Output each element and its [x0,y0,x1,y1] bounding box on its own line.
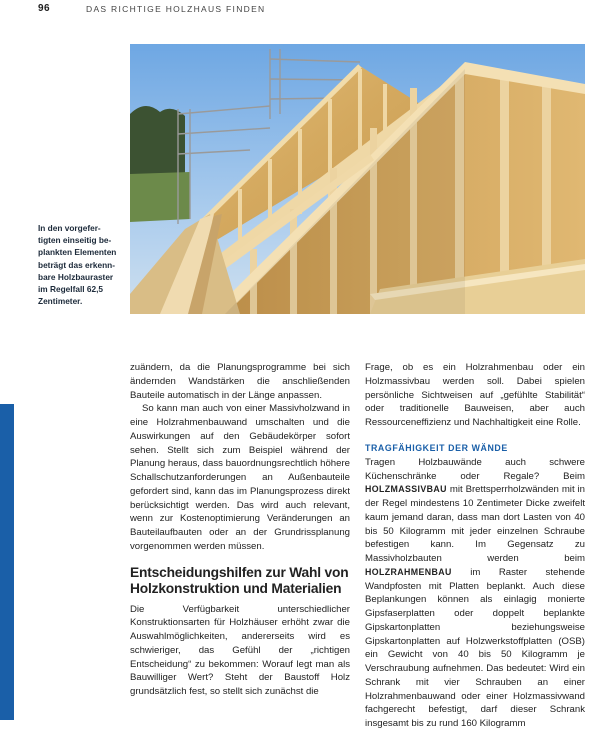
body-paragraph: Die Verfügbarkeit unterschiedlicher Konstruktionsarten für Holzhäuser erhöht zwar die Auswahlmöglichkeiten, andererseits wird es schwieriger, das Gefühl der „richtigen Entscheidung“ zu bekommen: Worauf legt man als Bauwilliger Wert? Steht der Baustoff Holz grundsätzlich fest, so stellt sich zunächst die [130,603,350,697]
body-paragraph [365,456,585,731]
running-head: DAS RICHTIGE HOLZHAUS FINDEN [86,4,266,14]
body-paragraph: So kann man auch von einer Massivholzwand in eine Holzrahmenbauwand umschalten und die Auswirkungen auf den Gebäudekörper sofort sehen. Stellt sich zum Beispiel während der Planung heraus, dass bauordnungsrechtlich höhere Schallschutzanforderungen an Außenbauteile gefordert sind, kann das im Planungsprozess direkt berücksichtigt werden. Das wird auch relevant, wenn zur Kostenoptimierung Veränderungen an Bauteilaufbauten oder an der Grundrissplanung vorgenommen werden müssen. [130,403,350,552]
keyword: HOLZMASSIVBAU [365,484,447,495]
construction-photo [130,44,585,314]
subheading: TRAGFÄHIGKEIT DER WÄNDE [365,442,508,453]
section-heading: Entscheidungshilfen zur Wahl von Holzkonstruktion und Materialien [130,564,349,596]
caption-line: Zentimeter. [38,296,83,307]
text-run: im Raster stehende Wandpfosten mit Platten beplankt. Auch diese Beplankungen können als einlagig monierte Gipsfaserplatten oder doppelt beplankte Gipskartonplatten beziehungsweise Gipskartonplatten auf Holzwerkstoffplatten (OSB) ein Gewicht von 40 bis 50 Kilogramm je Verschraubung aufnehmen. Das bedeutet: Wird ein Schrank mit vier Schrauben an einer Holzrahmenbauwand oder einer Holzmassivwand fachgerecht befestigt, darf dieser Schrank insgesamt bis zu rund 160 Kilogramm [365,566,585,729]
caption-line: plankten Elementen [38,247,117,258]
caption-line: tigten einseitig be- [38,235,112,246]
page-header [0,0,589,20]
keyword: HOLZRAHMENBAU [365,566,452,577]
caption-line: beträgt das erkenn- [38,259,115,270]
page-number: 96 [38,3,51,14]
photo-caption [38,222,124,307]
body-paragraph: Frage, ob es ein Holzrahmenbau oder ein Holzmassivbau werden soll. Dabei spielen persönliche Sichtweisen auf „gefühlte Stabilität“ oder traditionelle Bauweisen, aber auch Ressourceneffizienz und Nachhaltigkeit eine Rolle. [365,362,585,428]
accent-bar [0,404,14,720]
right-column [365,361,585,731]
text-run: mit Brettsperrholzwänden mit in der Regel mindestens 10 Zentimeter Dicke zweifelt kaum jemand daran, dass man dort Lasten von 40 bis 50 Kilogramm mit jeder einzelnen Schraube befestigen kann. Im Gegensatz zu Massivholzbauten werden beim [365,484,585,564]
body-paragraph: zuändern, da die Planungsprogramme bei sich ändernden Wandstärken die anschließenden Bauteile automatisch in der Länge anpassen. [130,362,350,401]
text-run: Tragen Holzbauwände auch schwere Küchenschränke oder Regale? Beim [365,456,585,482]
caption-line: In den vorgefer- [38,223,101,233]
left-column [130,361,350,699]
caption-line: bare Holzbauraster [38,271,114,282]
caption-line: im Regelfall 62,5 [38,284,104,295]
